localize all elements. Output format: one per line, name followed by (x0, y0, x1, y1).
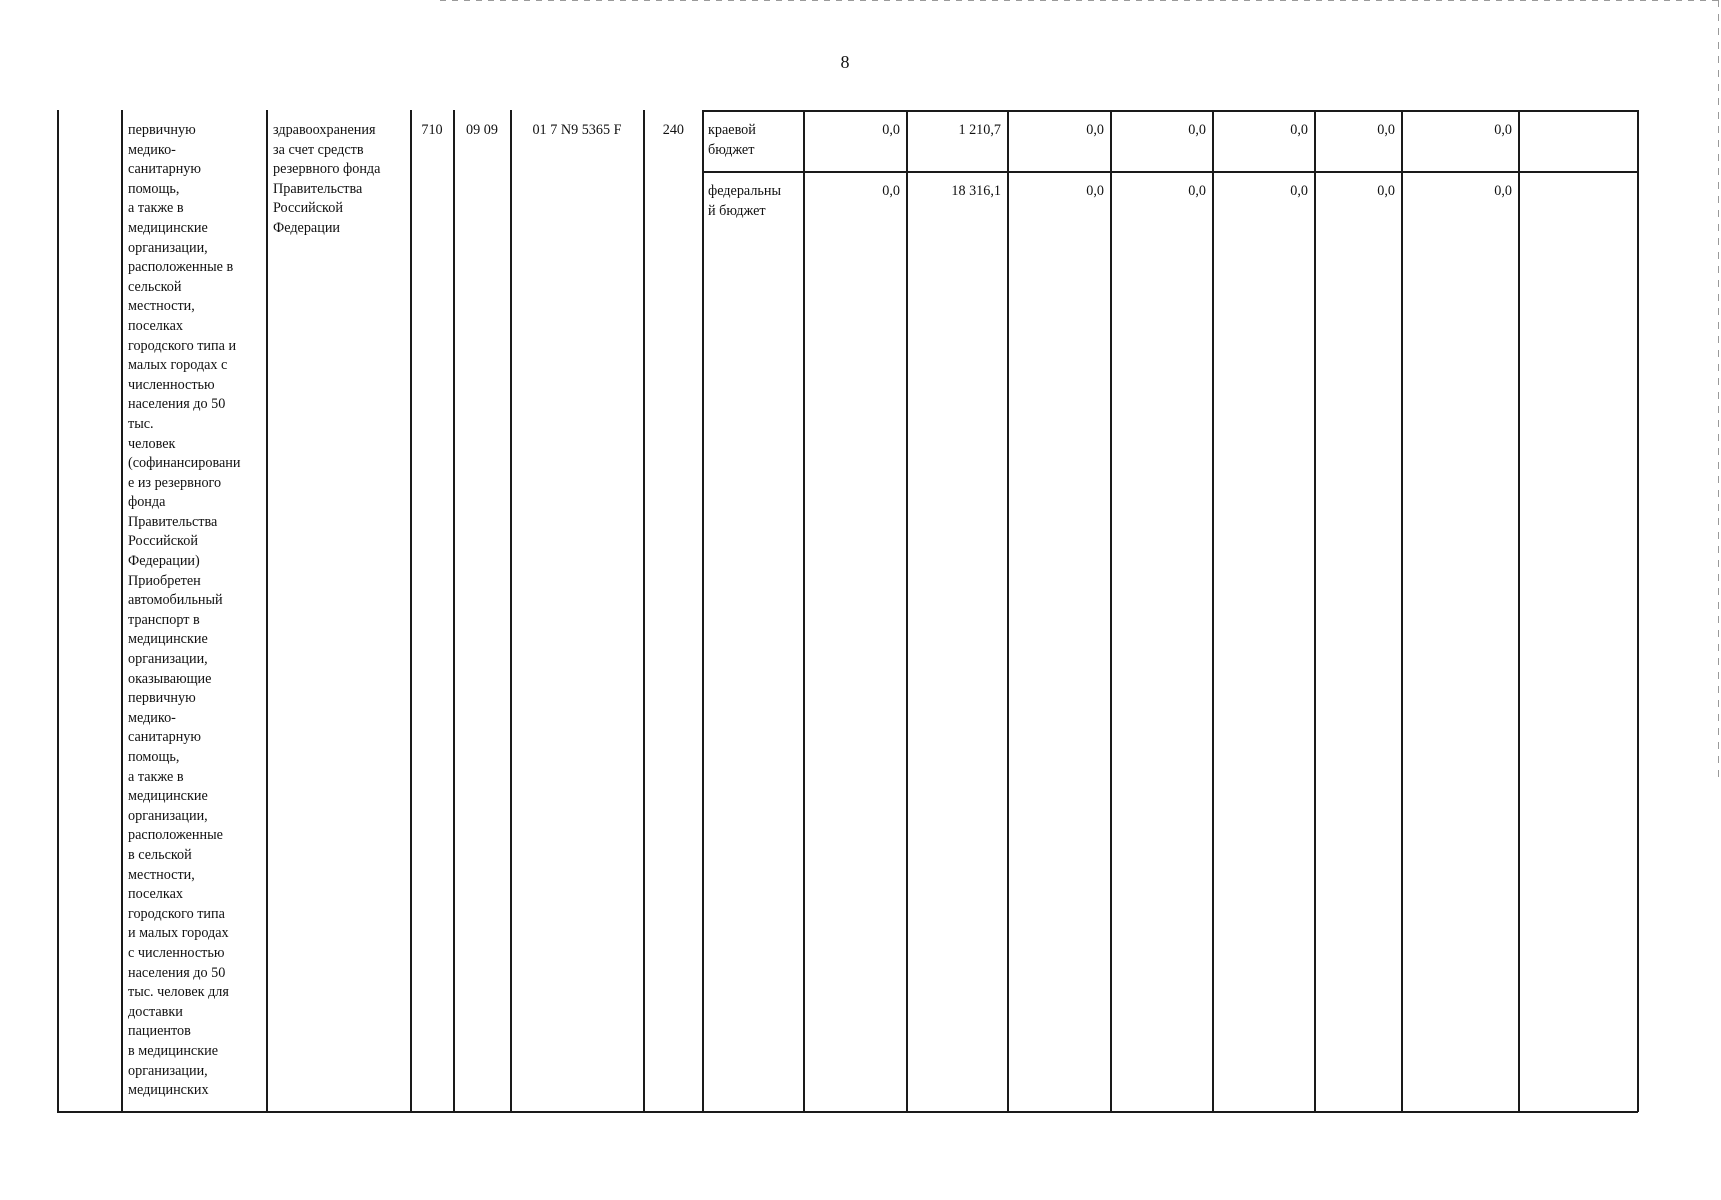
vr-code: 240 (662, 122, 684, 138)
table-cell: 0,0 (1188, 122, 1206, 138)
grbs-code: 710 (421, 122, 443, 138)
col-border (1518, 110, 1520, 1112)
col-border (906, 110, 908, 1112)
table-cell: 0,0 (882, 122, 900, 138)
table-cell: 0,0 (1290, 183, 1308, 199)
table-cell: 1 210,7 (958, 122, 1001, 138)
col-border (1314, 110, 1316, 1112)
col-border (510, 110, 512, 1112)
table-cell: 18 316,1 (951, 183, 1001, 199)
col-border (643, 110, 645, 1112)
table-top-border (702, 110, 1638, 112)
table-cell: 0,0 (1086, 183, 1104, 199)
table-cell: 0,0 (1377, 183, 1395, 199)
col-border (803, 110, 805, 1112)
responsible-executor: здравоохранения за счет средств резервного фонда Правительства Российской Федерации (273, 122, 381, 236)
page-number: 8 (840, 52, 850, 72)
scan-edge-right (1718, 0, 1719, 780)
row-divider (702, 171, 1638, 173)
table-cell: 0,0 (1377, 122, 1395, 138)
funding-source-regional: краевой бюджет (708, 122, 756, 158)
col-border (702, 110, 704, 1112)
col-border (57, 110, 59, 1112)
col-border (266, 110, 268, 1112)
col-border (1401, 110, 1403, 1112)
csr-code: 01 7 N9 5365 F (532, 122, 622, 138)
col-border (453, 110, 455, 1112)
col-border (410, 110, 412, 1112)
table-cell: 0,0 (1494, 183, 1512, 199)
table-cell: 0,0 (1086, 122, 1104, 138)
table-cell: 0,0 (1188, 183, 1206, 199)
col-border (1007, 110, 1009, 1112)
col-border (1212, 110, 1214, 1112)
col-border (1110, 110, 1112, 1112)
funding-source-federal: федеральны й бюджет (708, 183, 782, 219)
col-border (121, 110, 123, 1112)
table-cell: 0,0 (1290, 122, 1308, 138)
scan-edge-top (440, 0, 1721, 1)
table-cell: 0,0 (1494, 122, 1512, 138)
event-description: первичную медико- санитарную помощь, а также в медицинские организации, расположенные в сельской местности, поселках городского типа и малых городах с численностью населения до 50 тыс. человек (софинансировани е из резервного фонда Правительства Российской Федерации) Приобретен автомобильный транспорт в медицинские организации, оказывающие первичную медико- санитарную помощь, а также в медицинские организации, расположенные в сельской местности, поселках городского типа и малых городах с численностью населения до 50 тыс. человек для доставки пациентов в медицинские организации, медицинских (128, 122, 241, 1099)
rzpr-code: 09 09 (466, 122, 498, 138)
table-cell: 0,0 (882, 183, 900, 199)
col-border (1637, 110, 1639, 1112)
